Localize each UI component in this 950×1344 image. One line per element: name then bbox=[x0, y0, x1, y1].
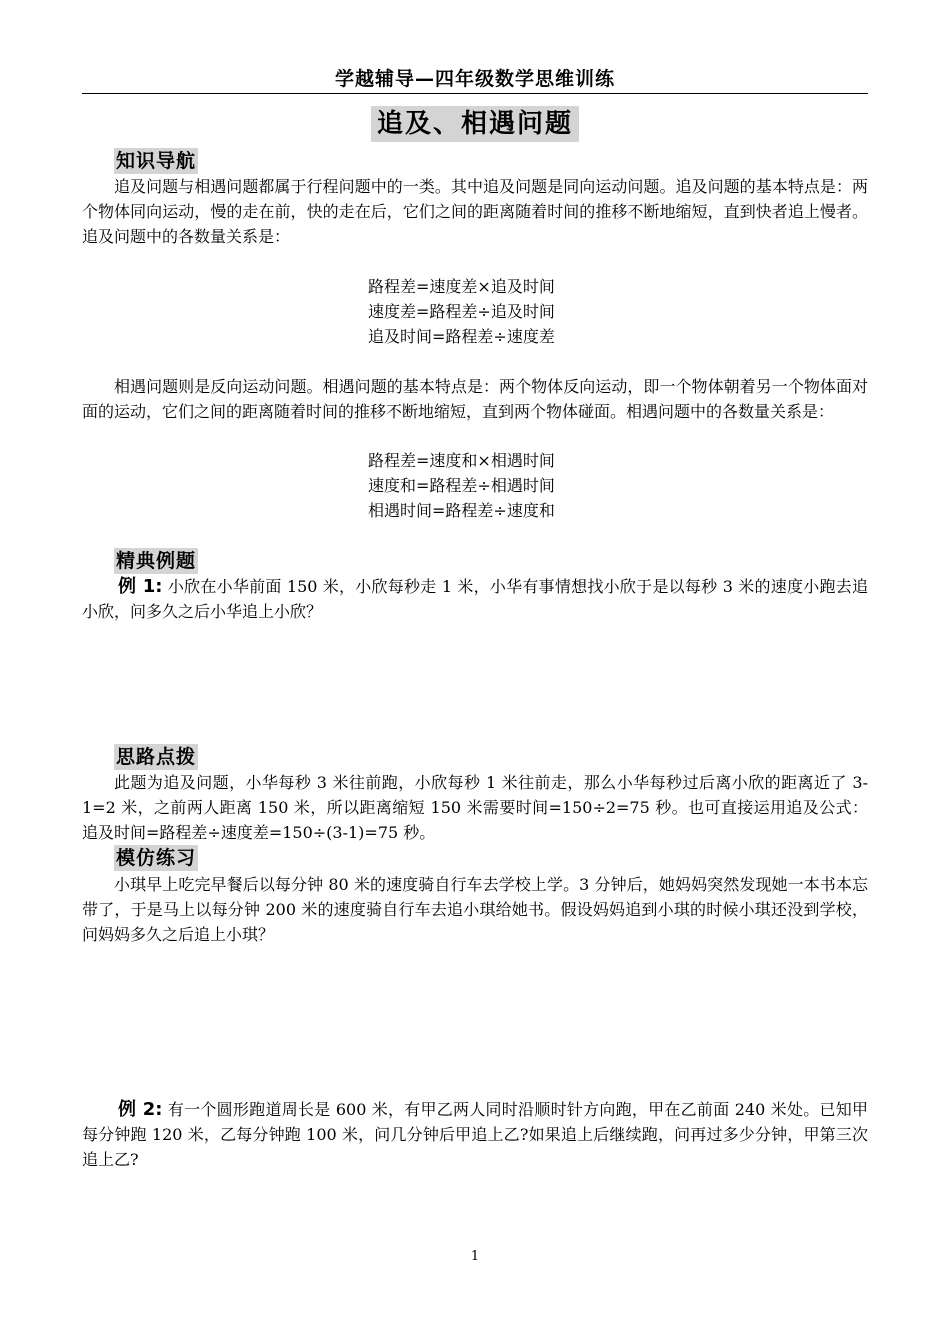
page-title-wrap bbox=[0, 106, 950, 145]
chase-formula-1: 路程差=速度差×追及时间 bbox=[368, 277, 555, 296]
page-number: 1 bbox=[470, 1249, 480, 1264]
example-1-text: 小欣在小华前面 150 米，小欣每秒走 1 米，小华有事情想找小欣于是以每秒 3 米的速度小跑去追小欣，问多久之后小华追上小欣？ bbox=[82, 577, 868, 621]
running-header: 学越辅导—四年级数学思维训练 bbox=[334, 68, 615, 90]
example-2-label: 例 2: bbox=[118, 1099, 163, 1120]
page-title: 追及、相遇问题 bbox=[371, 106, 579, 142]
section-heading-hint-text: 思路点拨 bbox=[116, 746, 197, 768]
section-heading-knowledge-text: 知识导航 bbox=[116, 150, 197, 172]
example-2-paragraph bbox=[82, 1097, 868, 1172]
example-1-label: 例 1: bbox=[118, 576, 163, 597]
chase-intro-paragraph: 追及问题与相遇问题都属于行程问题中的一类。其中追及问题是同向运动问题。追及问题的基本特点是：两个物体同向运动，慢的走在前，快的走在后，它们之间的距离随着时间的推移不断地缩短，直到快者追上慢者。追及问题中的各数量关系是： bbox=[82, 177, 868, 246]
example-2-text: 有一个圆形跑道周长是 600 米，有甲乙两人同时沿顺时针方向跑，甲在乙前面 240 米处。已知甲每分钟跑 120 米，乙每分钟跑 100 米，问几分钟后甲追上乙?如果追上后继续跑，问再过多少分钟，甲第三次追上乙? bbox=[82, 1100, 868, 1169]
chase-formula-block bbox=[368, 274, 555, 349]
meet-formula-3: 相遇时间=路程差÷速度和 bbox=[368, 501, 555, 520]
section-heading-practice bbox=[114, 845, 198, 872]
section-heading-knowledge bbox=[114, 148, 198, 175]
section-heading-practice-text: 模仿练习 bbox=[116, 847, 197, 869]
meet-intro-paragraph: 相遇问题则是反向运动问题。相遇问题的基本特点是：两个物体反向运动，即一个物体朝着另一个物体面对面的运动，它们之间的距离随着时间的推移不断地缩短，直到两个物体碰面。相遇问题中的各数量关系是： bbox=[82, 377, 868, 421]
meet-formula-block bbox=[368, 448, 555, 523]
example-1-paragraph bbox=[82, 574, 868, 624]
header-rule bbox=[82, 93, 868, 94]
chase-formula-2: 速度差=路程差÷追及时间 bbox=[368, 302, 555, 321]
meet-formula-2: 速度和=路程差÷相遇时间 bbox=[368, 476, 555, 495]
practice-paragraph: 小琪早上吃完早餐后以每分钟 80 米的速度骑自行车去学校上学。3 分钟后，她妈妈突然发现她一本书本忘带了，于是马上以每分钟 200 米的速度骑自行车去追小琪给她书。假设妈妈追到小琪的时候小琪还没到学校，问妈妈多久之后追上小琪？ bbox=[82, 875, 868, 944]
section-heading-examples bbox=[114, 548, 198, 575]
section-heading-hint bbox=[114, 744, 198, 771]
meet-formula-1: 路程差=速度和×相遇时间 bbox=[368, 451, 555, 470]
chase-formula-3: 追及时间=路程差÷速度差 bbox=[368, 327, 555, 346]
hint-paragraph: 此题为追及问题，小华每秒 3 米往前跑，小欣每秒 1 米往前走，那么小华每秒过后离小欣的距离近了 3-1=2 米，之前两人距离 150 米，所以距离缩短 150 米需要时间=150÷2=75 秒。也可直接运用追及公式：追及时间=路程差÷速度差=150÷(3-1)=75 秒。 bbox=[82, 773, 868, 842]
section-heading-examples-text: 精典例题 bbox=[116, 550, 197, 572]
